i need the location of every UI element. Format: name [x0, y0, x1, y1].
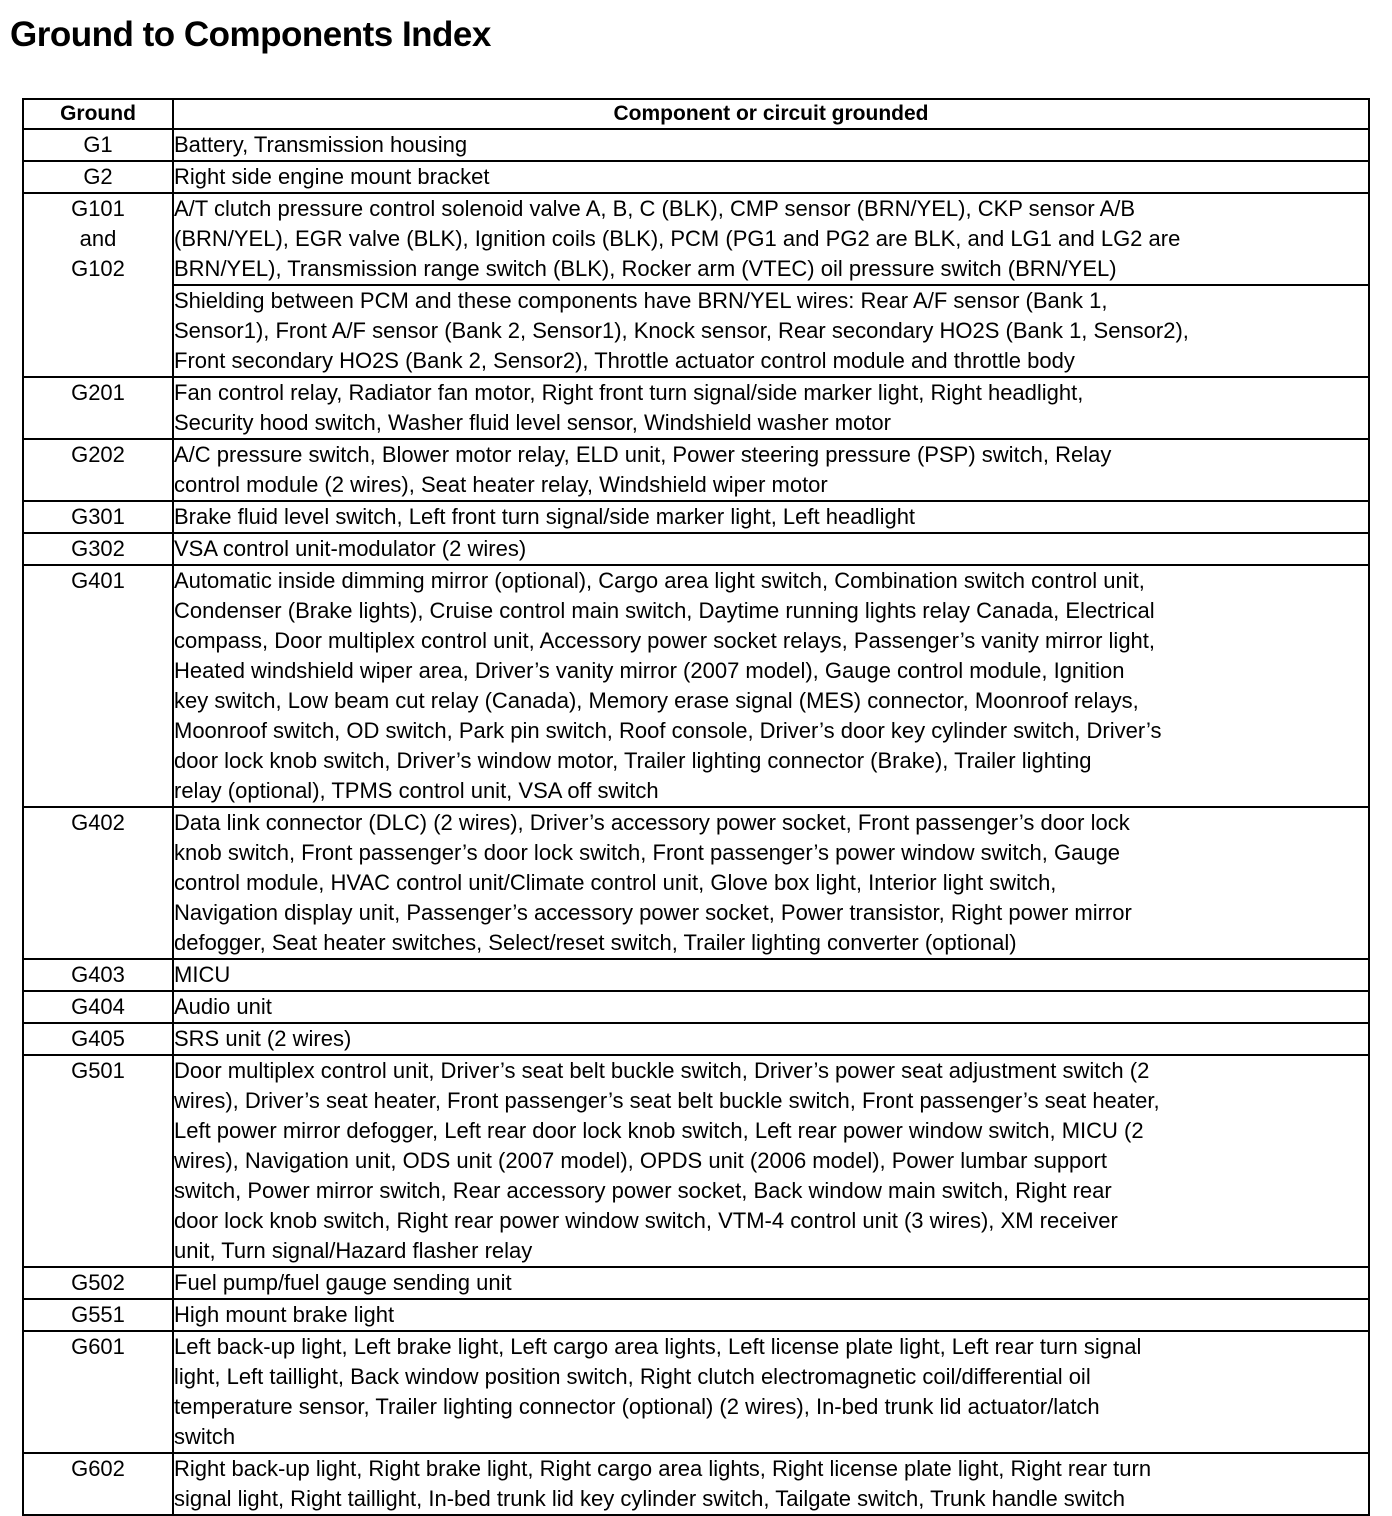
component-cell: Brake fluid level switch, Left front turn signal/side marker light, Left headlight — [173, 501, 1369, 533]
component-cell: Fan control relay, Radiator fan motor, Right front turn signal/side marker light, Right headlight, Security hood switch, Washer fluid level sensor, Windshield washer motor — [173, 377, 1369, 439]
component-cell: High mount brake light — [173, 1299, 1369, 1331]
component-cell: Audio unit — [173, 991, 1369, 1023]
table-row — [23, 1023, 1369, 1055]
table-row — [23, 439, 1369, 501]
table-row — [23, 1267, 1369, 1299]
component-cell: A/T clutch pressure control solenoid valve A, B, C (BLK), CMP sensor (BRN/YEL), CKP sensor A/B (BRN/YEL), EGR valve (BLK), Ignition coils (BLK), PCM (PG1 and PG2 are BLK, and LG1 and LG2 are BRN/YEL), Transmission range switch (BLK), Rocker arm (VTEC) oil pressure switch (BRN/YEL) — [173, 193, 1369, 285]
table-row — [23, 807, 1369, 959]
ground-cell: G551 — [23, 1299, 173, 1331]
ground-cell — [23, 193, 173, 377]
ground-index-table — [22, 98, 1370, 1516]
component-cell: A/C pressure switch, Blower motor relay, ELD unit, Power steering pressure (PSP) switch, Relay control module (2 wires), Seat heater relay, Windshield wiper motor — [173, 439, 1369, 501]
table-row — [23, 1055, 1369, 1267]
ground-cell: G403 — [23, 959, 173, 991]
table-row — [23, 161, 1369, 193]
column-header-ground: Ground — [23, 99, 173, 129]
ground-cell: G404 — [23, 991, 173, 1023]
ground-label-line: G101 — [71, 196, 125, 221]
page-title: Ground to Components Index — [10, 15, 491, 54]
ground-cell: G201 — [23, 377, 173, 439]
ground-cell: G502 — [23, 1267, 173, 1299]
component-cell: MICU — [173, 959, 1369, 991]
component-cell: Right side engine mount bracket — [173, 161, 1369, 193]
ground-cell: G2 — [23, 161, 173, 193]
component-cell: SRS unit (2 wires) — [173, 1023, 1369, 1055]
ground-cell: G202 — [23, 439, 173, 501]
component-cell: Shielding between PCM and these components have BRN/YEL wires: Rear A/F sensor (Bank 1, Sensor1), Front A/F sensor (Bank 2, Sensor1), Knock sensor, Rear secondary HO2S (Bank 1, Sensor2), Front secondary HO2S (Bank 2, Sensor2), Throttle actuator control module and throttle body — [173, 285, 1369, 377]
table-row — [23, 959, 1369, 991]
table-row — [23, 565, 1369, 807]
ground-cell: G501 — [23, 1055, 173, 1267]
table-row — [23, 285, 1369, 377]
component-cell: Data link connector (DLC) (2 wires), Driver’s accessory power socket, Front passenger’s door lock knob switch, Front passenger’s door lock switch, Front passenger’s power window switch, Gauge control module, HVAC control unit/Climate control unit, Glove box light, Interior light switch, Navigation display unit, Passenger’s accessory power socket, Power transistor, Right power mirror defogger, Seat heater switches, Select/reset switch, Trailer lighting converter (optional) — [173, 807, 1369, 959]
ground-cell: G402 — [23, 807, 173, 959]
ground-cell: G602 — [23, 1453, 173, 1515]
table-row — [23, 991, 1369, 1023]
column-header-component: Component or circuit grounded — [173, 99, 1369, 129]
table-row — [23, 533, 1369, 565]
table-row — [23, 1331, 1369, 1453]
ground-cell: G1 — [23, 129, 173, 161]
ground-label-line: and — [79, 226, 117, 251]
ground-label-line: G102 — [71, 256, 125, 281]
component-cell: Right back-up light, Right brake light, Right cargo area lights, Right license plate light, Right rear turn signal light, Right taillight, In-bed trunk lid key cylinder switch, Tailgate switch, Trunk handle switch — [173, 1453, 1369, 1515]
component-cell: Fuel pump/fuel gauge sending unit — [173, 1267, 1369, 1299]
ground-cell: G302 — [23, 533, 173, 565]
table-row — [23, 129, 1369, 161]
component-cell: Door multiplex control unit, Driver’s seat belt buckle switch, Driver’s power seat adjustment switch (2 wires), Driver’s seat heater, Front passenger’s seat belt buckle switch, Front passenger’s seat heater, Left power mirror defogger, Left rear door lock knob switch, Left rear power window switch, MICU (2 wires), Navigation unit, ODS unit (2007 model), OPDS unit (2006 model), Power lumbar support switch, Power mirror switch, Rear accessory power socket, Back window main switch, Right rear door lock knob switch, Right rear power window switch, VTM-4 control unit (3 wires), XM receiver unit, Turn signal/Hazard flasher relay — [173, 1055, 1369, 1267]
ground-cell: G405 — [23, 1023, 173, 1055]
table-row — [23, 1299, 1369, 1331]
ground-cell: G301 — [23, 501, 173, 533]
component-cell: Left back-up light, Left brake light, Left cargo area lights, Left license plate light, Left rear turn signal light, Left taillight, Back window position switch, Right clutch electromagnetic coil/differential oil temperature sensor, Trailer lighting connector (optional) (2 wires), In-bed trunk lid actuator/latch switch — [173, 1331, 1369, 1453]
table-row — [23, 501, 1369, 533]
table-row — [23, 377, 1369, 439]
table-row — [23, 1453, 1369, 1515]
component-cell: Automatic inside dimming mirror (optional), Cargo area light switch, Combination switch control unit, Condenser (Brake lights), Cruise control main switch, Daytime running lights relay Canada, Electrical compass, Door multiplex control unit, Accessory power socket relays, Passenger’s vanity mirror light, Heated windshield wiper area, Driver’s vanity mirror (2007 model), Gauge control module, Ignition key switch, Low beam cut relay (Canada), Memory erase signal (MES) connector, Moonroof relays, Moonroof switch, OD switch, Park pin switch, Roof console, Driver’s door key cylinder switch, Driver’s door lock knob switch, Driver’s window motor, Trailer lighting connector (Brake), Trailer lighting relay (optional), TPMS control unit, VSA off switch — [173, 565, 1369, 807]
component-cell: VSA control unit-modulator (2 wires) — [173, 533, 1369, 565]
ground-cell: G401 — [23, 565, 173, 807]
table-header-row — [23, 99, 1369, 129]
table-row — [23, 193, 1369, 285]
ground-cell: G601 — [23, 1331, 173, 1453]
component-cell: Battery, Transmission housing — [173, 129, 1369, 161]
